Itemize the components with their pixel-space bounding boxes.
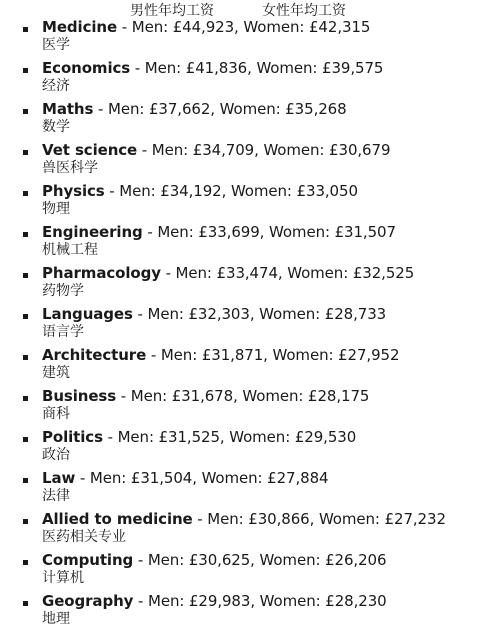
list-item (0, 18, 500, 59)
salary-details: - Men: £32,303, Women: £28,733 (132, 305, 387, 323)
salary-details: - Men: £37,662, Women: £35,268 (93, 100, 347, 118)
bullet-icon (23, 478, 28, 483)
list-item (0, 100, 500, 141)
subject-name: Physics (42, 182, 105, 200)
list-item (0, 510, 500, 551)
bullet-icon (23, 109, 28, 114)
subject-name: Geography (42, 592, 134, 610)
subject-chinese: 计算机 (42, 570, 84, 586)
men-salary-header: 男性年均工资 (130, 3, 214, 19)
salary-details: - Men: £31,504, Women: £27,884 (75, 469, 329, 487)
subject-chinese: 药物学 (42, 283, 84, 299)
subject-chinese: 机械工程 (42, 242, 98, 258)
salary-details: - Men: £30,625, Women: £26,206 (133, 551, 387, 569)
subject-chinese: 经济 (42, 78, 70, 94)
bullet-icon (23, 273, 28, 278)
item-english-line (42, 264, 500, 283)
list-item (0, 551, 500, 592)
bullet-icon (23, 232, 28, 237)
salary-details: - Men: £30,866, Women: £27,232 (192, 510, 446, 528)
subject-name: Business (42, 387, 117, 405)
subject-name: Languages (42, 305, 133, 323)
list-item (0, 141, 500, 182)
salary-details: - Men: £31,678, Women: £28,175 (116, 387, 370, 405)
item-english-line (42, 223, 500, 242)
subject-name: Allied to medicine (42, 510, 193, 528)
subject-name: Engineering (42, 223, 143, 241)
item-english-line (42, 141, 500, 160)
subject-chinese: 法律 (42, 488, 70, 504)
item-english-line (42, 551, 500, 570)
item-english-line (42, 182, 500, 201)
salary-details: - Men: £29,983, Women: £28,230 (133, 592, 387, 610)
subject-name: Politics (42, 428, 103, 446)
subject-name: Medicine (42, 18, 118, 36)
list-item (0, 592, 500, 633)
subject-chinese: 医药相关专业 (42, 529, 126, 545)
subject-chinese: 兽医科学 (42, 160, 98, 176)
salary-details: - Men: £34,192, Women: £33,050 (104, 182, 358, 200)
women-salary-header: 女性年均工资 (262, 3, 346, 19)
subject-chinese: 地理 (42, 611, 70, 627)
subject-chinese: 物理 (42, 201, 70, 217)
subject-name: Economics (42, 59, 131, 77)
list-item (0, 305, 500, 346)
subject-name: Computing (42, 551, 134, 569)
list-item (0, 59, 500, 100)
item-english-line (42, 100, 500, 119)
bullet-icon (23, 355, 28, 360)
subject-name: Maths (42, 100, 94, 118)
bullet-icon (23, 191, 28, 196)
subject-chinese: 医学 (42, 37, 70, 53)
item-english-line (42, 428, 500, 447)
item-english-line (42, 346, 500, 365)
salary-details: - Men: £44,923, Women: £42,315 (117, 18, 371, 36)
bullet-icon (23, 560, 28, 565)
item-english-line (42, 59, 500, 78)
item-english-line (42, 510, 500, 529)
bullet-icon (23, 68, 28, 73)
subject-name: Vet science (42, 141, 138, 159)
item-english-line (42, 592, 500, 611)
salary-details: - Men: £33,699, Women: £31,507 (142, 223, 396, 241)
subject-chinese: 数学 (42, 119, 70, 135)
item-english-line (42, 305, 500, 324)
subject-chinese: 商科 (42, 406, 70, 422)
salary-list (0, 18, 500, 633)
bullet-icon (23, 150, 28, 155)
bullet-icon (23, 437, 28, 442)
list-item (0, 387, 500, 428)
subject-chinese: 语言学 (42, 324, 84, 340)
item-english-line (42, 18, 500, 37)
salary-details: - Men: £31,871, Women: £27,952 (146, 346, 400, 364)
salary-details: - Men: £33,474, Women: £32,525 (160, 264, 415, 282)
bullet-icon (23, 27, 28, 32)
bullet-icon (23, 601, 28, 606)
list-item (0, 223, 500, 264)
salary-details: - Men: £34,709, Women: £30,679 (137, 141, 391, 159)
list-item (0, 182, 500, 223)
subject-chinese: 建筑 (42, 365, 70, 381)
subject-name: Law (42, 469, 76, 487)
list-item (0, 469, 500, 510)
subject-name: Architecture (42, 346, 147, 364)
subject-chinese: 政治 (42, 447, 70, 463)
list-item (0, 264, 500, 305)
item-english-line (42, 469, 500, 488)
subject-name: Pharmacology (42, 264, 161, 282)
salary-details: - Men: £41,836, Women: £39,575 (130, 59, 384, 77)
list-item (0, 428, 500, 469)
bullet-icon (23, 519, 28, 524)
item-english-line (42, 387, 500, 406)
salary-details: - Men: £31,525, Women: £29,530 (102, 428, 357, 446)
bullet-icon (23, 314, 28, 319)
bullet-icon (23, 396, 28, 401)
list-item (0, 346, 500, 387)
